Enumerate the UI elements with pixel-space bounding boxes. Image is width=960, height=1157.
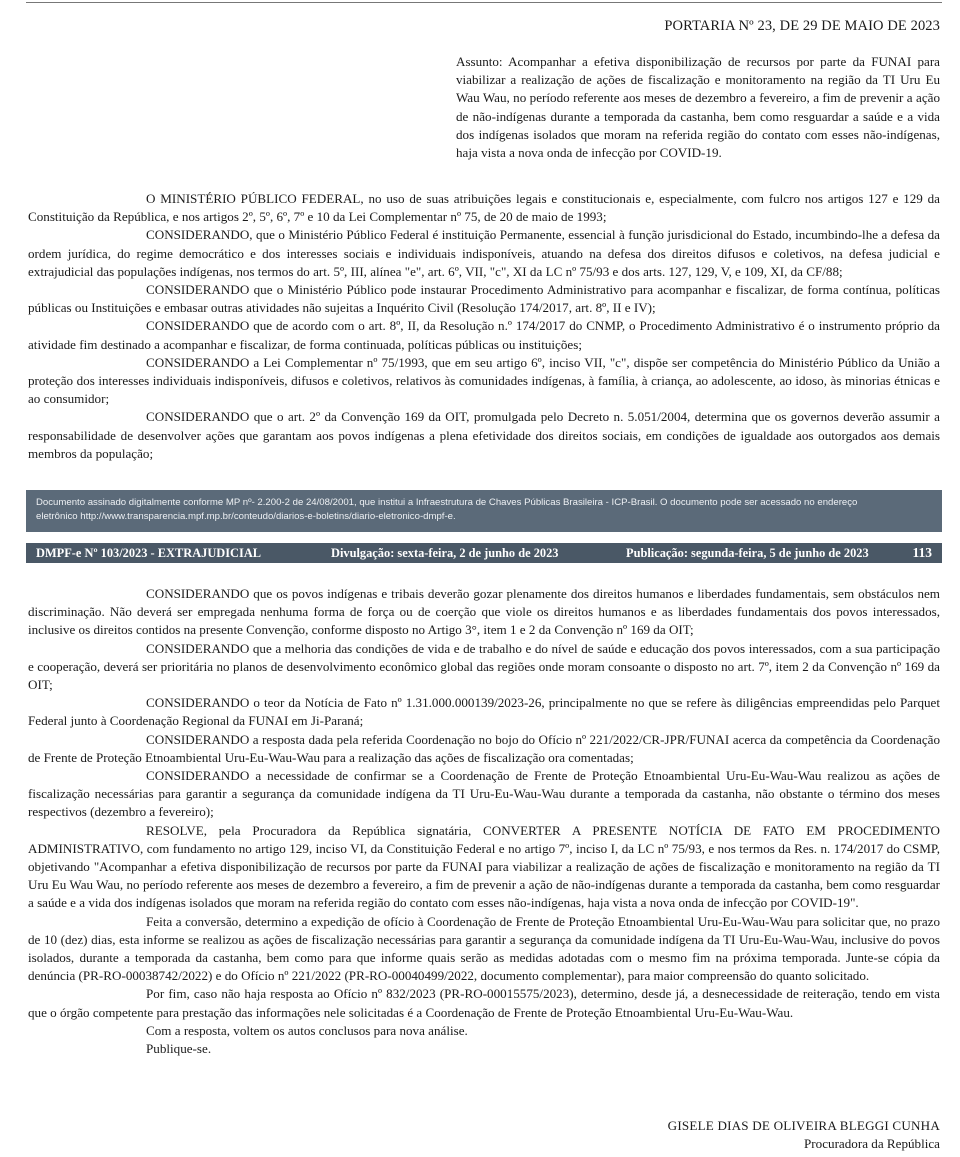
- signature-notice-line: Documento assinado digitalmente conforme MP nº- 2.200-2 de 24/08/2001, que institui a Infraestrutura de Chaves Públicas Brasileira - ICP-Brasil. O documento pode ser acessado no endereço: [36, 497, 858, 508]
- paragraph-considerando: CONSIDERANDO que o art. 2º da Convenção 169 da OIT, promulgada pelo Decreto n. 5.051/2004, determina que os governos deverão assumir a responsabilidade de desenvolver ações que garantam aos povos indígenas a plena efetividade dos direitos sociais, em condições de igualdade aos outorgados aos demais membros da população;: [28, 409, 940, 461]
- paragraph-resolve: RESOLVE, pela Procuradora da República signatária, CONVERTER A PRESENTE NOTÍCIA DE FATO EM PROCEDIMENTO ADMINISTRATIVO, com fundamento no artigo 129, inciso VI, da Constituição Federal e no artigo 7º, inciso I, da LC nº 75/93, e nos termos da Res. n. 174/2017 do CSMP, objetivando "Acompanhar a efetiva disponibilização de recursos por parte da FUNAI para viabilizar a realização de ações de fiscalização e monitoramento na região da TI Uru Eu Wau Wau, no período referente aos meses de dezembro a fevereiro, a fim de prevenir a ação de não-indígenas durante a temporada da castanha, bem como resguardar a saúde e a vida dos indígenas isolados que moram na referida região do contato com esses não-indígenas, haja vista a nova onda de infecção por COVID-19".: [28, 822, 940, 911]
- signature-notice-url[interactable]: eletrônico http://www.transparencia.mpf.mp.br/conteudo/diarios-e-boletins/diario-eletronico-dmpf-e.: [36, 511, 456, 522]
- portaria-title: PORTARIA Nº 23, DE 29 DE MAIO DE 2023: [664, 18, 940, 34]
- paragraph-determination: Por fim, caso não haja resposta ao Ofício nº 832/2023 (PR-RO-00015575/2023), determino, desde já, a desnecessidade de reiteração, tendo em vista que o órgão competente para prestação das informações nele solicitadas é a Coordenação de Frente de Proteção Etnoambiental Uru-Eu-Wau-Wau.: [28, 986, 940, 1020]
- publicacao-date: Publicação: segunda-feira, 5 de junho de 2023: [626, 545, 869, 560]
- divulgacao-date: Divulgação: sexta-feira, 2 de junho de 2023: [331, 545, 559, 560]
- signatory-name: GISELE DIAS DE OLIVEIRA BLEGGI CUNHA: [667, 1118, 940, 1133]
- top-rule: [26, 2, 942, 3]
- signatory-role: Procuradora da República: [804, 1136, 940, 1151]
- paragraph-considerando: CONSIDERANDO a necessidade de confirmar se a Coordenação de Frente de Proteção Etnoambiental Uru-Eu-Wau-Wau realizou as ações de fiscalização necessárias para garantir a segurança da comunidade indígena da TI Uru-Eu-Wau-Wau durante a temporada da castanha, não obstante o término dos meses respectivos (dezembro a fevereiro);: [28, 768, 940, 820]
- digital-signature-notice: [26, 490, 942, 532]
- paragraph-considerando: CONSIDERANDO o teor da Notícia de Fato nº 1.31.000.000139/2023-26, principalmente no que se refere às diligências empreendidas pelo Parquet Federal junto à Coordenação Regional da FUNAI em Ji-Paraná;: [28, 695, 940, 729]
- edition-label: DMPF-e Nº 103/2023 - EXTRAJUDICIAL: [36, 545, 262, 560]
- page-number: 113: [912, 545, 932, 560]
- paragraph-considerando: CONSIDERANDO a Lei Complementar nº 75/1993, que em seu artigo 6º, inciso VII, "c", dispõe ser competência do Ministério Público da União a proteção dos interesses individuais indisponíveis, difusos e coletivos, relativos às comunidades indígenas, à família, à criança, ao adolescente, ao idoso, às minorias étnicas e ao consumidor;: [28, 354, 940, 407]
- considerandos-block-2: [28, 585, 940, 1058]
- assunto-paragraph: Assunto: Acompanhar a efetiva disponibilização de recursos por parte da FUNAI para viabilizar a realização de ações de fiscalização e monitoramento na região da TI Uru Eu Wau Wau, no período referente aos meses de dezembro a fevereiro, a fim de prevenir a ação de não-indígenas durante a temporada da castanha, bem como resguardar a saúde e a vida dos indígenas isolados que moram na referida região do contato com esses não-indígenas, haja vista a nova onda de infecção por COVID-19.: [456, 54, 940, 161]
- considerandos-block-1: [28, 190, 940, 463]
- publication-footer-bar: [26, 543, 942, 563]
- paragraph-considerando: CONSIDERANDO que os povos indígenas e tribais deverão gozar plenamente dos direitos humanos e liberdades fundamentais, sem obstáculos nem discriminação. Não deverá ser empregada nenhuma forma de força ou de coerção que viole os direitos humanos e as liberdades fundamentais dos povos interessados, inclusive os direitos contidos na presente Convenção, conforme disposto no Artigo 3°, item 1 e 2 da Convenção nº 169 da OIT;: [28, 586, 940, 638]
- paragraph-preamble: O MINISTÉRIO PÚBLICO FEDERAL, no uso de suas atribuições legais e constitucionais e, especialmente, com fulcro nos artigos 127 e 129 da Constituição da República, e nos artigos 2º, 5º, 6º, 7º e 10 da Lei Complementar nº 75, de 20 de maio de 1993;: [28, 191, 940, 225]
- paragraph-considerando: CONSIDERANDO que o Ministério Público pode instaurar Procedimento Administrativo para acompanhar e fiscalizar, de forma contínua, políticas públicas ou Instituições e embasar outras atividades não sujeitas a Inquérito Civil (Resolução 174/2017, art. 8º, II e IV);: [28, 282, 940, 316]
- paragraph-considerando: CONSIDERANDO que a melhoria das condições de vida e de trabalho e do nível de saúde e educação dos povos interessados, com a sua participação e cooperação, deverá ser prioritária no planos de desenvolvimento econômico global das regiões onde moram consoante o disposto no art. 7º, item 2 da Convenção nº 169 da OIT;: [28, 640, 940, 693]
- paragraph-considerando: CONSIDERANDO, que o Ministério Público Federal é instituição Permanente, essencial à função jurisdicional do Estado, incumbindo-lhe a defesa da ordem jurídica, do regime democrático e dos interesses sociais e individuais indisponíveis, atuando na defesa dos direitos difusos e coletivos, na defesa judicial e extrajudicial das populações indígenas, nos termos do art. 5º, III, alínea "e", art. 6º, VII, "c", XI da LC nº 75/93 e dos arts. 127, 129, V, e 109, XI, da CF/88;: [28, 227, 940, 279]
- paragraph-determination: Feita a conversão, determino a expedição de ofício à Coordenação de Frente de Proteção Etnoambiental Uru-Eu-Wau-Wau para solicitar que, no prazo de 10 (dez) dias, esta informe se realizou as ações de fiscalização necessárias para garantir a segurança da comunidade indígena da TI Uru-Eu-Wau-Wau, inclusive do povos isolados, durante a temporada da castanha, bem como para que informe quais serão as medidas adotadas com o mesmo fim na próxima temporada. Junte-se cópia da denúncia (PR-RO-00038742/2022) e do Ofício nº 221/2022 (PR-RO-00040499/2022, documento complementar), para maior compreensão do quanto solicitado.: [28, 913, 940, 984]
- closing-line: Publique-se.: [146, 1041, 212, 1057]
- closing-line: Com a resposta, voltem os autos conclusos para nova análise.: [146, 1022, 468, 1038]
- paragraph-considerando: CONSIDERANDO a resposta dada pela referida Coordenação no bojo do Ofício nº 221/2022/CR-JPR/FUNAI acerca da competência da Coordenação de Frente de Proteção Etnoambiental Uru-Eu-Wau-Wau para a realização das ações de fiscalização ora comentadas;: [28, 731, 940, 765]
- paragraph-considerando: CONSIDERANDO que de acordo com o art. 8º, II, da Resolução n.º 174/2017 do CNMP, o Procedimento Administrativo é o instrumento próprio da atividade fim destinado a acompanhar e fiscalizar, de forma continuada, políticas públicas ou instituições;: [28, 318, 940, 352]
